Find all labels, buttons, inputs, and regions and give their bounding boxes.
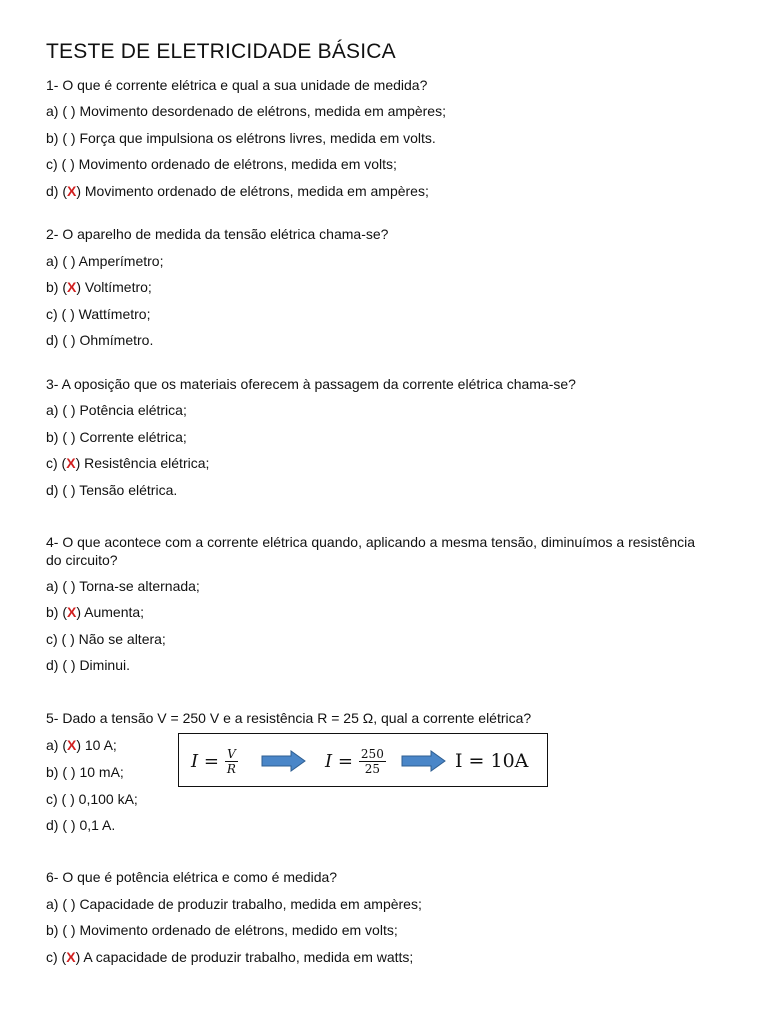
answer-mark: X: [67, 604, 77, 620]
page-title: TESTE DE ELETRICIDADE BÁSICA: [46, 40, 396, 63]
q3-option-d: d) ( ) Tensão elétrica.: [46, 482, 178, 498]
q4-option-c: c) ( ) Não se altera;: [46, 631, 166, 647]
question-1: 1- O que é corrente elétrica e qual a sua unidade de medida?: [46, 77, 428, 93]
q4-option-d: d) ( ) Diminui.: [46, 657, 131, 673]
question-6: 6- O que é potência elétrica e como é medida?: [46, 869, 338, 885]
q1-option-d: d) (X) Movimento ordenado de elétrons, medida em ampères;: [46, 183, 429, 199]
q2-option-c: c) ( ) Wattímetro;: [46, 306, 151, 322]
q2-option-a: a) ( ) Amperímetro;: [46, 253, 164, 269]
q4-option-b: b) (X) Aumenta;: [46, 604, 145, 620]
q1-option-a: a) ( ) Movimento desordenado de elétrons, medida em ampères;: [46, 103, 446, 119]
question-4: 4- O que acontece com a corrente elétrica quando, aplicando a mesma tensão, diminuímos a resistência do circuito?: [46, 534, 696, 568]
q5-option-b: b) ( ) 10 mA;: [46, 764, 124, 780]
q5-option-c: c) ( ) 0,100 kA;: [46, 791, 138, 807]
q6-option-c: c) (X) A capacidade de produzir trabalho, medida em watts;: [46, 949, 414, 965]
q5-option-d: d) ( ) 0,1 A.: [46, 817, 116, 833]
arrow-right-icon: [261, 750, 307, 772]
q6-option-b: b) ( ) Movimento ordenado de elétrons, medido em volts;: [46, 922, 398, 938]
q3-option-c: c) (X) Resistência elétrica;: [46, 455, 210, 471]
formula-box: [178, 733, 548, 787]
answer-mark: X: [67, 183, 77, 199]
formula-step-2: I = $\frac{250}{25}$: [325, 746, 384, 776]
answer-mark: X: [67, 279, 77, 295]
answer-mark: X: [67, 737, 77, 753]
q4-option-a: a) ( ) Torna-se alternada;: [46, 578, 200, 594]
question-2: 2- O aparelho de medida da tensão elétrica chama-se?: [46, 226, 389, 242]
q2-option-b: b) (X) Voltímetro;: [46, 279, 152, 295]
arrow-right-icon: [401, 750, 447, 772]
q6-option-a: a) ( ) Capacidade de produzir trabalho, medida em ampères;: [46, 896, 422, 912]
q3-option-b: b) ( ) Corrente elétrica;: [46, 429, 187, 445]
fraction-v-over-r: $\frac{V}{R}$: [226, 746, 236, 776]
q1-option-c: c) ( ) Movimento ordenado de elétrons, medida em volts;: [46, 156, 397, 172]
q5-option-a: a) (X) 10 A;: [46, 737, 117, 753]
question-5: 5- Dado a tensão V = 250 V e a resistência R = 25 Ω, qual a corrente elétrica?: [46, 710, 532, 726]
answer-mark: X: [66, 949, 76, 965]
formula-result: I = 10A: [455, 750, 529, 772]
q3-option-a: a) ( ) Potência elétrica;: [46, 402, 187, 418]
q2-option-d: d) ( ) Ohmímetro.: [46, 332, 154, 348]
question-3: 3- A oposição que os materiais oferecem à passagem da corrente elétrica chama-se?: [46, 376, 576, 392]
fraction-250-over-25: $\frac{250}{25}$: [360, 746, 384, 776]
formula-step-1: I = $\frac{V}{R}$: [191, 746, 236, 776]
answer-mark: X: [66, 455, 76, 471]
q1-option-b: b) ( ) Força que impulsiona os elétrons livres, medida em volts.: [46, 130, 436, 146]
